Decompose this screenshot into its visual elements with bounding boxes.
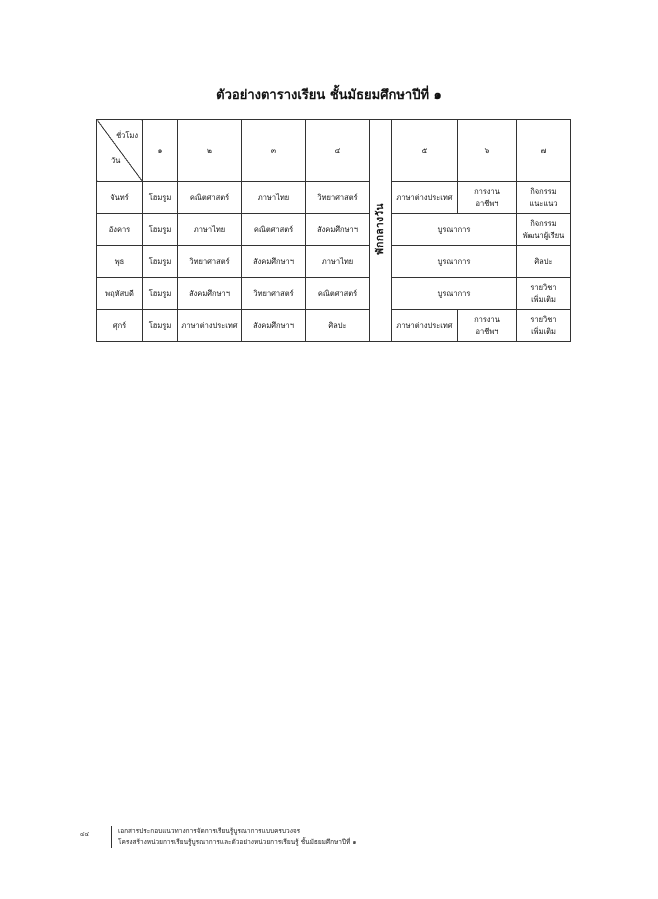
subject-cell: โฮมรูม [143,310,178,342]
subject-cell: วิทยาศาสตร์ [306,182,370,214]
footer-line-2: โครงสร้างหน่วยการเรียนรู้บูรณาการและตัวอย่างหน่วยการเรียนรู้ ชั้นมัธยมศึกษาปีที่ ๑ [118,838,357,846]
timetable [96,119,571,342]
period-header: ๓ [242,120,306,182]
subject-cell: สังคมศึกษาฯ [242,310,306,342]
period-header: ๗ [517,120,571,182]
page-number: ๔๔ [80,831,90,838]
corner-day-label: วัน [111,156,121,165]
table-row [97,246,571,278]
subject-cell: โฮมรูม [143,246,178,278]
footer-line-1: เอกสารประกอบแนวทางการจัดการเรียนรู้บูรณาการแบบครบวงจร [118,827,301,835]
period-header: ๕ [392,120,458,182]
table-row [97,182,571,214]
lunch-break-label: พักกลางวัน [374,202,386,255]
subject-cell: ศิลปะ [517,246,571,278]
subject-cell: ศิลปะ [306,310,370,342]
subject-cell: การงาน อาชีพฯ [458,182,517,214]
corner-hours-label: ชั่วโมง [116,131,138,140]
subject-cell: ภาษาไทย [306,246,370,278]
period-header: ๒ [178,120,242,182]
table-row [97,310,571,342]
subject-cell: โฮมรูม [143,182,178,214]
integrated-cell: บูรณาการ [392,278,517,310]
day-cell: อังคาร [97,214,143,246]
subject-cell: คณิตศาสตร์ [242,214,306,246]
subject-cell: สังคมศึกษาฯ [178,278,242,310]
corner-cell [97,120,143,182]
lunch-break-cell [370,120,392,342]
subject-cell: ภาษาไทย [242,182,306,214]
day-cell: จันทร์ [97,182,143,214]
subject-cell: วิทยาศาสตร์ [242,278,306,310]
subject-cell: สังคมศึกษาฯ [242,246,306,278]
subject-cell: โฮมรูม [143,278,178,310]
subject-cell: ภาษาต่างประเทศ [392,182,458,214]
period-header: ๖ [458,120,517,182]
subject-cell: รายวิชา เพิ่มเติม [517,278,571,310]
subject-cell: วิทยาศาสตร์ [178,246,242,278]
subject-cell: กิจกรรม พัฒนาผู้เรียน [517,214,571,246]
header-row [97,120,571,182]
subject-cell: สังคมศึกษาฯ [306,214,370,246]
subject-cell: รายวิชา เพิ่มเติม [517,310,571,342]
subject-cell: คณิตศาสตร์ [178,182,242,214]
subject-cell: กิจกรรม แนะแนว [517,182,571,214]
integrated-cell: บูรณาการ [392,246,517,278]
subject-cell: คณิตศาสตร์ [306,278,370,310]
day-cell: ศุกร์ [97,310,143,342]
footer-divider [111,826,112,848]
subject-cell: โฮมรูม [143,214,178,246]
subject-cell: ภาษาต่างประเทศ [178,310,242,342]
table-row [97,278,571,310]
day-cell: พุธ [97,246,143,278]
page-title: ตัวอย่างตารางเรียน ชั้นมัธยมศึกษาปีที่ ๑ [216,88,442,103]
subject-cell: ภาษาไทย [178,214,242,246]
day-cell: พฤหัสบดี [97,278,143,310]
subject-cell: ภาษาต่างประเทศ [392,310,458,342]
integrated-cell: บูรณาการ [392,214,517,246]
period-header: ๔ [306,120,370,182]
subject-cell: การงาน อาชีพฯ [458,310,517,342]
table-row [97,214,571,246]
period-header: ๑ [143,120,178,182]
